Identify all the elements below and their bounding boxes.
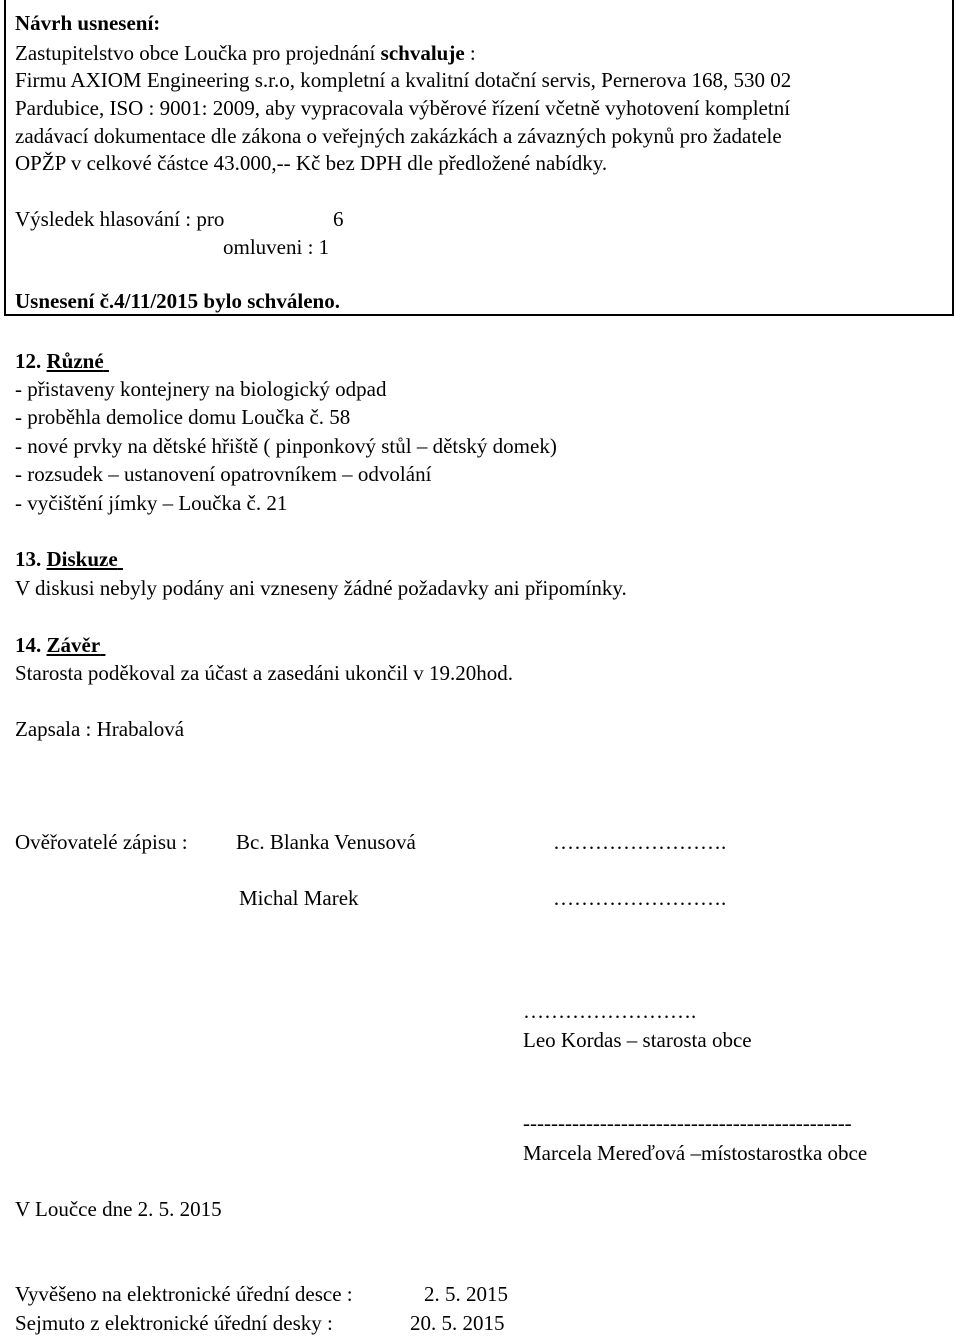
vote-excused: omluveni : 1 — [223, 235, 330, 259]
section-12-title: Různé — [46, 349, 104, 373]
section-14-title: Závěr — [46, 633, 101, 657]
resolution-body-line: Firmu AXIOM Engineering s.r.o, kompletní a kvalitní dotační servis, Pernerova 168, 530 02 — [15, 68, 792, 92]
list-item: - vyčištění jímky – Loučka č. 21 — [15, 491, 288, 515]
list-item: - nové prvky na dětské hřiště ( pinponkový stůl – dětský domek) — [15, 434, 557, 458]
posted-date: 2. 5. 2015 — [424, 1282, 508, 1306]
list-item: - rozsudek – ustanovení opatrovníkem – odvolání — [15, 462, 432, 486]
section-14-number: 14. — [15, 633, 42, 657]
resolution-body-line: Pardubice, ISO : 9001: 2009, aby vypracovala výběrové řízení včetně vyhotovení kompletní — [15, 96, 791, 120]
removed-label: Sejmuto z elektronické úřední desky : — [15, 1311, 333, 1335]
verifier-second-signature-line: ……………………. — [553, 886, 727, 910]
resolution-heading: Návrh usnesení: — [15, 11, 161, 35]
verifiers-label: Ověřovatelé zápisu : — [15, 830, 188, 854]
section-14-heading — [15, 635, 105, 656]
verifier-first-signature-line: ……………………. — [553, 830, 727, 854]
vote-pro-count: 6 — [333, 207, 344, 231]
section-12-number: 12. — [15, 349, 42, 373]
deputy-signature-line: ----------------------------------------------- — [523, 1111, 852, 1135]
resolution-intro-suffix: : — [464, 41, 476, 65]
section-14-text: Starosta poděkoval za účast a zasedáni ukončil v 19.20hod. — [15, 661, 514, 685]
section-13-title: Diskuze — [46, 547, 118, 571]
verifier-first-name: Bc. Blanka Venusová — [236, 830, 416, 854]
list-item: - proběhla demolice domu Loučka č. 58 — [15, 405, 351, 429]
section-12-heading — [15, 351, 109, 372]
deputy-name: Marcela Mereďová –místostarostka obce — [523, 1141, 868, 1165]
resolution-intro-prefix: Zastupitelstvo obce Loučka pro projednání — [15, 41, 381, 65]
resolution-intro-verb: schvaluje — [380, 41, 465, 65]
list-item: - přistaveny kontejnery na biologický odpad — [15, 377, 387, 401]
place-date: V Loučce dne 2. 5. 2015 — [15, 1197, 222, 1221]
verifier-second-name: Michal Marek — [239, 886, 359, 910]
mayor-signature-line: ……………………. — [523, 999, 697, 1023]
vote-label: Výsledek hlasování : pro — [15, 207, 225, 231]
mayor-name: Leo Kordas – starosta obce — [523, 1028, 752, 1052]
recorded-by: Zapsala : Hrabalová — [15, 717, 185, 741]
section-13-text: V diskusi nebyly podány ani vzneseny žádné požadavky ani připomínky. — [15, 576, 627, 600]
removed-date: 20. 5. 2015 — [410, 1311, 505, 1335]
section-13-number: 13. — [15, 547, 42, 571]
section-13-heading — [15, 549, 123, 570]
resolution-body-line: zadávací dokumentace dle zákona o veřejných zakázkách a závazných pokynů pro žadatele — [15, 124, 782, 148]
posted-label: Vyvěšeno na elektronické úřední desce : — [15, 1282, 353, 1306]
resolution-intro — [15, 43, 476, 64]
resolution-result: Usnesení č.4/11/2015 bylo schváleno. — [15, 289, 340, 313]
resolution-body-line: OPŽP v celkové částce 43.000,-- Kč bez DPH dle předložené nabídky. — [15, 151, 608, 175]
